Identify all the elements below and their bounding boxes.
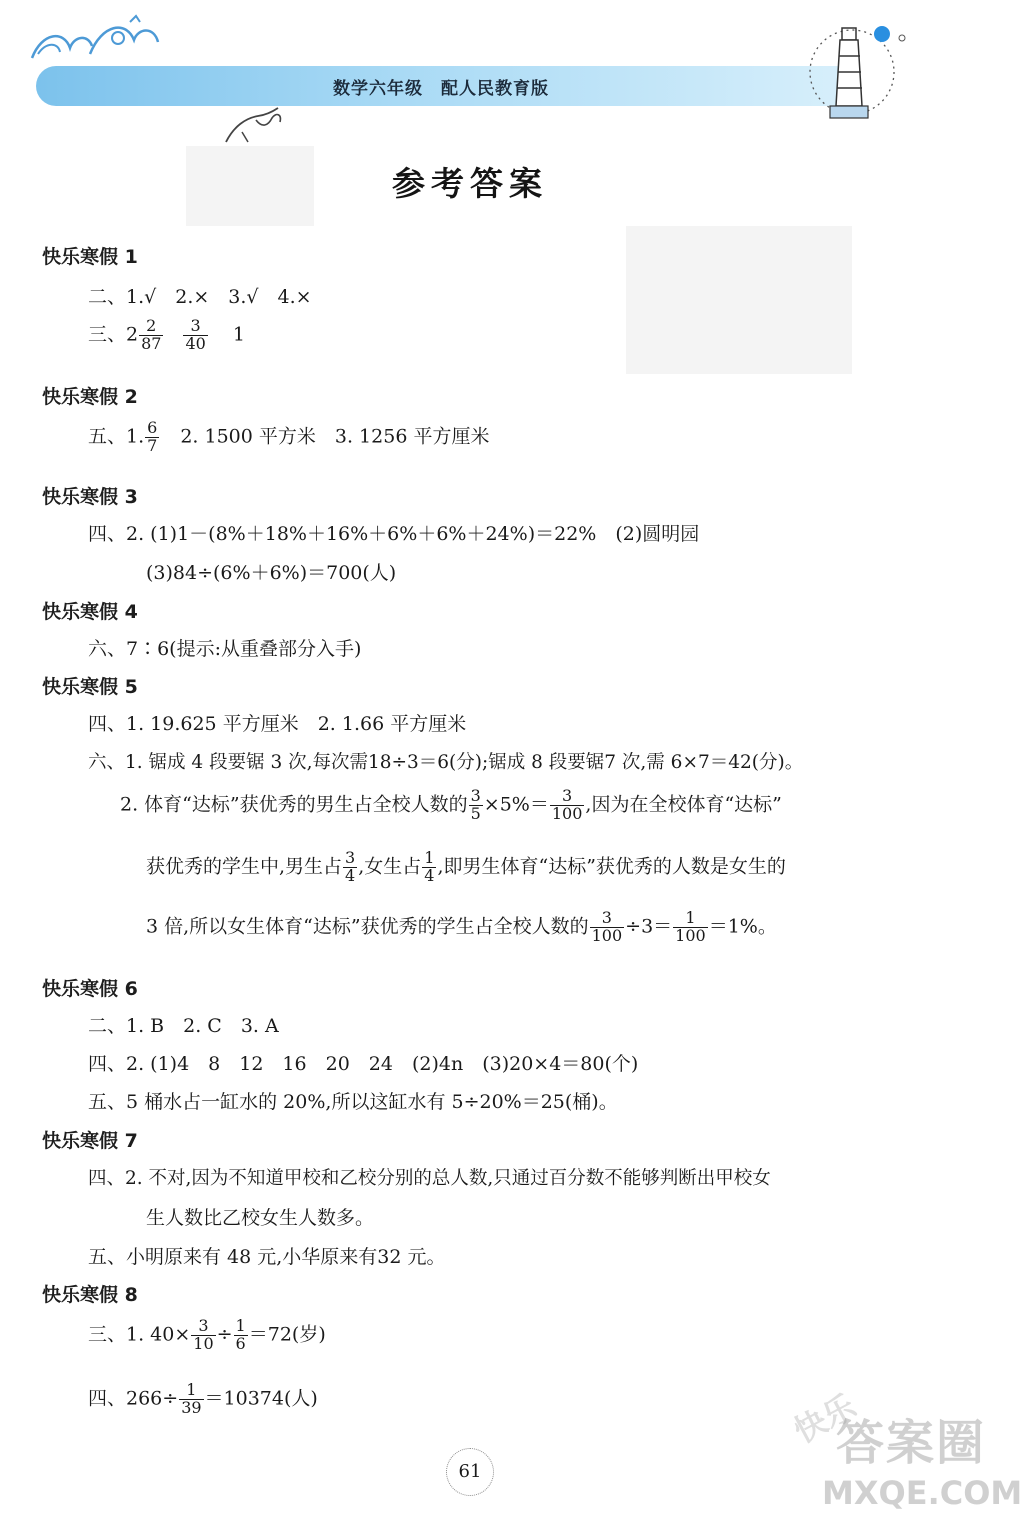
- answer-line: 2. 体育“达标”获优秀的男生占全校人数的 $\frac{3}{5}$ ×5%＝ $\frac{3}{100}$ ,因为在全校体育“达标”: [120, 786, 782, 823]
- fraction: $\frac{1}{4}$: [424, 848, 435, 885]
- section-heading-1: 快乐寒假 1: [42, 246, 138, 268]
- page-number: 61: [446, 1448, 494, 1496]
- answer-line: 3 倍,所以女生体育“达标”获优秀的学生占全校人数的 $\frac{3}{100}$ ÷3＝ $\frac{1}{100}$ ＝1%。: [146, 908, 777, 945]
- answer-line: 二、1.√ 2.× 3.√ 4.×: [88, 286, 312, 308]
- header-banner: [36, 66, 846, 106]
- fraction: $\frac{3}{100}$: [591, 908, 623, 945]
- answer-line: 四、266÷ $\frac{1}{39}$ ＝10374(人): [88, 1380, 318, 1417]
- answer-line: 三、2 $\frac{2}{87}$ $\frac{3}{40}$ 1: [88, 316, 245, 353]
- watermark-handwritten: 快乐: [787, 1386, 863, 1451]
- section-heading-7: 快乐寒假 7: [42, 1130, 138, 1152]
- answer-line: 三、1. 40× $\frac{3}{10}$ ÷ $\frac{1}{6}$ ＝72(岁): [88, 1316, 326, 1353]
- answer-line: 生人数比乙校女生人数多。: [146, 1207, 375, 1229]
- fraction: $\frac{3}{10}$: [193, 1316, 214, 1353]
- section-heading-4: 快乐寒假 4: [42, 601, 138, 623]
- answer-line: 五、5 桶水占一缸水的 20%,所以这缸水有 5÷20%＝25(桶)。: [88, 1091, 618, 1113]
- fraction: $\frac{2}{87}$: [141, 316, 162, 353]
- answer-line: 二、1. B 2. C 3. A: [88, 1015, 279, 1037]
- lighthouse-icon: [808, 20, 918, 124]
- fraction: $\frac{3}{5}$: [470, 786, 481, 823]
- fraction: $\frac{3}{4}$: [345, 848, 356, 885]
- section-heading-3: 快乐寒假 3: [42, 486, 138, 508]
- answer-line: 四、2. (1)4 8 12 16 20 24 (2)4n (3)20×4＝80(个): [88, 1053, 639, 1075]
- answer-line: 五、小明原来有 48 元,小华原来有32 元。: [88, 1246, 446, 1268]
- wave-decoration-icon: [30, 14, 170, 66]
- answer-line: 获优秀的学生中,男生占 $\frac{3}{4}$ ,女生占 $\frac{1}{4}$ ,即男生体育“达标”获优秀的人数是女生的: [146, 848, 786, 885]
- answer-line: 四、1. 19.625 平方厘米 2. 1.66 平方厘米: [88, 713, 467, 735]
- brush-sketch-icon: [222, 106, 288, 146]
- watermark-url: MXQE.COM: [822, 1474, 1022, 1512]
- header-banner-text: 数学六年级 配人民教育版: [333, 79, 549, 99]
- page-title: 参考答案: [392, 164, 548, 203]
- section-heading-6: 快乐寒假 6: [42, 978, 138, 1000]
- watermark-logo: 答案圈: [836, 1415, 987, 1471]
- answer-line: 六、1. 锯成 4 段要锯 3 次,每次需18÷3＝6(分);锯成 8 段要锯7 次,需 6×7＝42(分)。: [88, 752, 804, 773]
- answer-line: 六、7∶6(提示:从重叠部分入手): [88, 638, 362, 660]
- answer-line: 五、1. $\frac{6}{7}$ 2. 1500 平方米 3. 1256 平方厘米: [88, 418, 490, 455]
- answer-line: 四、2. (1)1－(8%＋18%＋16%＋6%＋6%＋24%)＝22% (2)圆明园: [88, 523, 700, 545]
- section-heading-2: 快乐寒假 2: [42, 386, 138, 408]
- fraction: $\frac{3}{100}$: [551, 786, 583, 823]
- section-heading-8: 快乐寒假 8: [42, 1284, 138, 1306]
- fraction: $\frac{3}{40}$: [185, 316, 206, 353]
- fraction: $\frac{1}{100}$: [675, 908, 706, 945]
- answer-line: 四、2. 不对,因为不知道甲校和乙校分别的总人数,只通过百分数不能够判断出甲校女: [88, 1168, 771, 1189]
- fraction: $\frac{1}{6}$: [235, 1316, 246, 1353]
- fraction: $\frac{1}{39}$: [181, 1380, 202, 1417]
- fraction: $\frac{6}{7}$: [147, 418, 158, 455]
- section-heading-5: 快乐寒假 5: [42, 676, 138, 698]
- faint-patch-right: [626, 226, 852, 374]
- answer-line: (3)84÷(6%＋6%)＝700(人): [146, 562, 397, 584]
